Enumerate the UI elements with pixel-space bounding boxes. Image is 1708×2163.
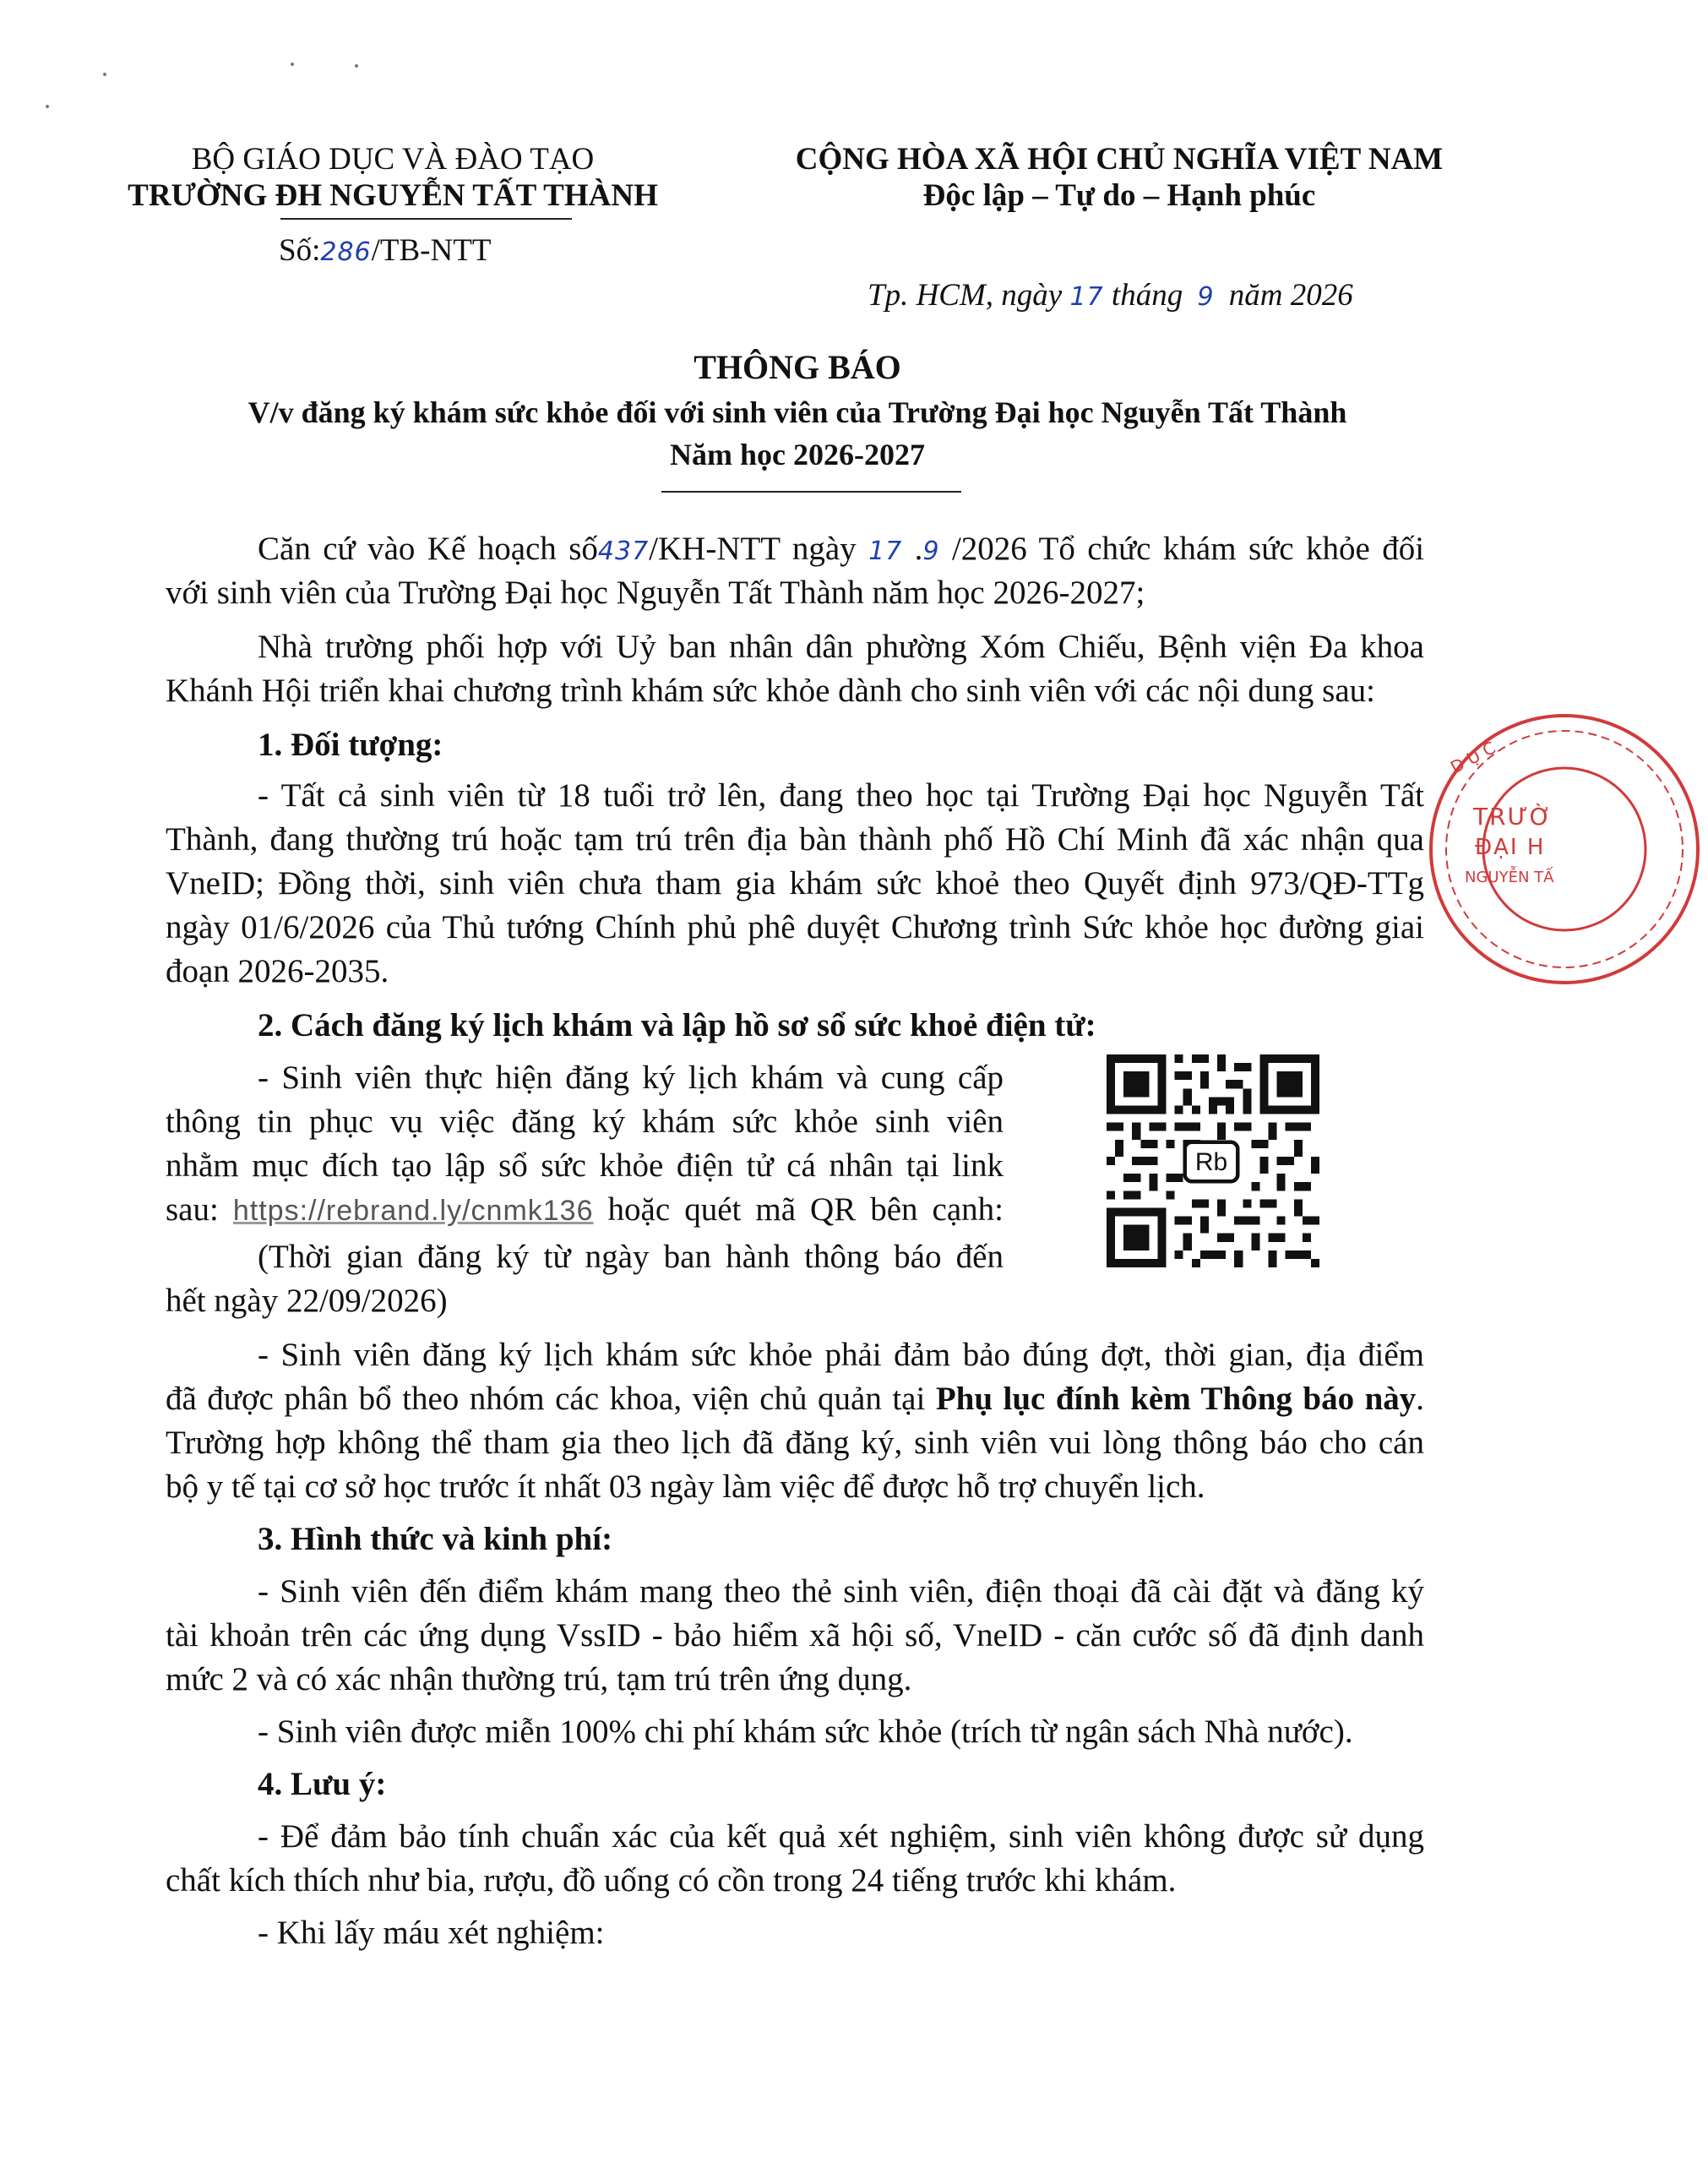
handwritten-plan-number: 437 — [597, 537, 650, 566]
notice-school-year: Năm học 2026-2027 — [670, 438, 925, 471]
section-2-link-line: sau: https://rebrand.ly/cnmk136 hoặc quét mã QR bên cạnh: — [166, 1191, 1004, 1228]
section-1-line: - Tất cả sinh viên từ 18 tuổi trở lên, đang theo học tại Trường Đại học Nguyễn Tất — [258, 777, 1424, 814]
appendix-reference: Phụ lục đính kèm Thông báo này — [935, 1381, 1417, 1417]
notice-title: THÔNG BÁO — [694, 348, 901, 386]
section-2-line: - Sinh viên thực hiện đăng ký lịch khám và cung cấp — [258, 1060, 1004, 1096]
stamp-text: TRƯỜ — [1473, 803, 1553, 831]
section-3-line: mức 2 và có xác nhận thường trú, tạm trú trên ứng dụng. — [166, 1661, 912, 1697]
qr-logo-text: Rb — [1194, 1148, 1228, 1176]
intro-line-2: với sinh viên của Trường Đại học Nguyễn Tất Thành năm học 2026-2027; — [166, 575, 1145, 611]
official-stamp — [1404, 710, 1554, 989]
title-underline — [661, 491, 961, 493]
section-1-line: ngày 01/6/2026 của Thủ tướng Chính phủ phê duyệt Chương trình Sức khỏe học đường giai — [166, 909, 1424, 945]
section-3-line: - Sinh viên được miễn 100% chi phí khám sức khỏe (trích từ ngân sách Nhà nước). — [258, 1714, 1353, 1750]
section-4-heading: 4. Lưu ý: — [258, 1766, 387, 1802]
section-2-line: thông tin phục vụ việc đăng ký khám sức khỏe sinh viên — [166, 1103, 1004, 1140]
ministry-name: BỘ GIÁO DỤC VÀ ĐÀO TẠO — [191, 142, 595, 177]
handwritten-plan-month: 9 — [922, 537, 940, 566]
notice-subject: V/v đăng ký khám sức khỏe đối với sinh viên của Trường Đại học Nguyễn Tất Thành — [247, 395, 1347, 429]
intro-p2-line-2: Khánh Hội triển khai chương trình khám sức khỏe dành cho sinh viên với các nội dung sau: — [166, 673, 1375, 709]
section-3-heading: 3. Hình thức và kinh phí: — [258, 1521, 613, 1557]
stamp-text: NGUYỄN TẤ — [1465, 869, 1554, 886]
scan-speck — [355, 64, 358, 68]
date-line: Tp. HCM, ngày 17 tháng 9 năm 2026 — [868, 278, 1353, 313]
stamp-text: ĐẠI H — [1475, 835, 1546, 860]
section-3-line: tài khoản trên các ứng dụng VssID - bảo hiểm xã hội số, VneID - căn cước số đã định danh — [166, 1617, 1424, 1654]
intro-line-1: Căn cứ vào Kế hoạch số437/KH-NTT ngày 17 .9 /2026 Tổ chức khám sức khỏe đối — [258, 531, 1425, 567]
section-2-p2-line: bộ y tế tại cơ sở học trước ít nhất 03 ngày làm việc để được hỗ trợ chuyển lịch. — [166, 1468, 1205, 1505]
section-2-time-line: hết ngày 22/09/2026) — [166, 1283, 448, 1319]
section-2-p2-line: Trường hợp không thể tham gia theo lịch đã đăng ký, sinh viên vui lòng thông báo cho cán — [166, 1425, 1424, 1461]
section-3-line: - Sinh viên đến điểm khám mang theo thẻ sinh viên, điện thoại đã cài đặt và đăng ký — [258, 1573, 1424, 1610]
section-1-line: Thành, đang thường trú hoặc tạm trú trên địa bàn thành phố Hồ Chí Minh đã xác nhận qua — [166, 821, 1424, 858]
document-number: Số:286/TB-NTT — [279, 233, 492, 268]
handwritten-month: 9 — [1197, 282, 1215, 312]
section-4-line: - Khi lấy máu xét nghiệm: — [258, 1915, 605, 1951]
section-2-heading: 2. Cách đăng ký lịch khám và lập hồ sơ sổ sức khoẻ điện tử: — [258, 1007, 1096, 1043]
section-1-line: VneID; Đồng thời, sinh viên chưa tham gia khám sức khoẻ theo Quyết định 973/QĐ-TTg — [166, 865, 1424, 902]
section-2-time-line: (Thời gian đăng ký từ ngày ban hành thông báo đến — [258, 1239, 1004, 1275]
scan-speck — [291, 63, 294, 66]
section-1-heading: 1. Đối tượng: — [258, 727, 443, 763]
intro-p2-line-1: Nhà trường phối hợp với Uỷ ban nhân dân phường Xóm Chiếu, Bệnh viện Đa khoa — [258, 629, 1424, 665]
handwritten-plan-day: 17 — [868, 537, 903, 566]
scan-speck — [103, 73, 106, 76]
nation-name: CỘNG HÒA XÃ HỘI CHỦ NGHĨA VIỆT NAM — [795, 142, 1444, 177]
section-2-p2-line: đã được phân bổ theo nhóm các khoa, viện chủ quản tại Phụ lục đính kèm Thông báo này. — [166, 1381, 1425, 1417]
section-2-line: nhằm mục đích tạo lập sổ sức khỏe điện tử cá nhân tại link — [166, 1147, 1004, 1184]
section-1-line: đoạn 2026-2035. — [166, 953, 389, 989]
stamp-seal-graphic — [1404, 710, 1708, 989]
section-4-line: chất kích thích như bia, rượu, đồ uống có cồn trong 24 tiếng trước khi khám. — [166, 1862, 1177, 1899]
section-2-p2-line: - Sinh viên đăng ký lịch khám sức khỏe phải đảm bảo đúng đợt, thời gian, địa điểm — [258, 1337, 1424, 1373]
handwritten-day: 17 — [1069, 282, 1104, 312]
header-left-underline — [280, 218, 572, 220]
registration-qr-code[interactable] — [1107, 1054, 1319, 1267]
registration-link[interactable]: https://rebrand.ly/cnmk136 — [232, 1195, 594, 1227]
handwritten-number: 286 — [320, 237, 372, 267]
national-motto: Độc lập – Tự do – Hạnh phúc — [922, 178, 1316, 213]
scan-speck — [46, 105, 49, 108]
university-name: TRƯỜNG ĐH NGUYỄN TẤT THÀNH — [128, 178, 658, 213]
section-4-line: - Để đảm bảo tính chuẩn xác của kết quả xét nghiệm, sinh viên không được sử dụng — [258, 1818, 1424, 1855]
svg-text:D Ụ C: D Ụ C — [1447, 737, 1499, 778]
